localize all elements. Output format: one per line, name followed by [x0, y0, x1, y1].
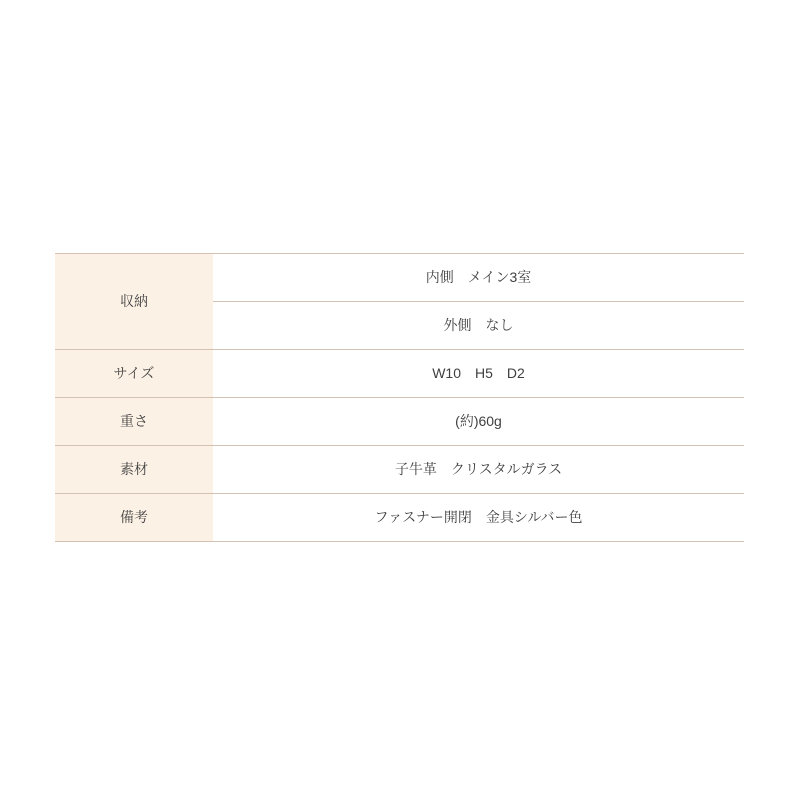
- cell-weight: (約)60g: [213, 398, 744, 446]
- row-header-size: サイズ: [55, 350, 213, 398]
- table-row-material: [55, 446, 744, 494]
- row-header-storage: 収納: [55, 254, 213, 350]
- cell-size: W10 H5 D2: [213, 350, 744, 398]
- cell-material: 子牛革 クリスタルガラス: [213, 446, 744, 494]
- product-spec-table: [55, 253, 744, 542]
- table-row-weight: [55, 398, 744, 446]
- row-header-material: 素材: [55, 446, 213, 494]
- table-row-storage-inside: [55, 254, 744, 302]
- row-header-notes: 備考: [55, 494, 213, 542]
- cell-notes: ファスナー開閉 金具シルバー色: [213, 494, 744, 542]
- row-header-weight: 重さ: [55, 398, 213, 446]
- cell-storage-outside: 外側 なし: [213, 302, 744, 350]
- table-row-size: [55, 350, 744, 398]
- table-row-notes: [55, 494, 744, 542]
- cell-storage-inside: 内側 メイン3室: [213, 254, 744, 302]
